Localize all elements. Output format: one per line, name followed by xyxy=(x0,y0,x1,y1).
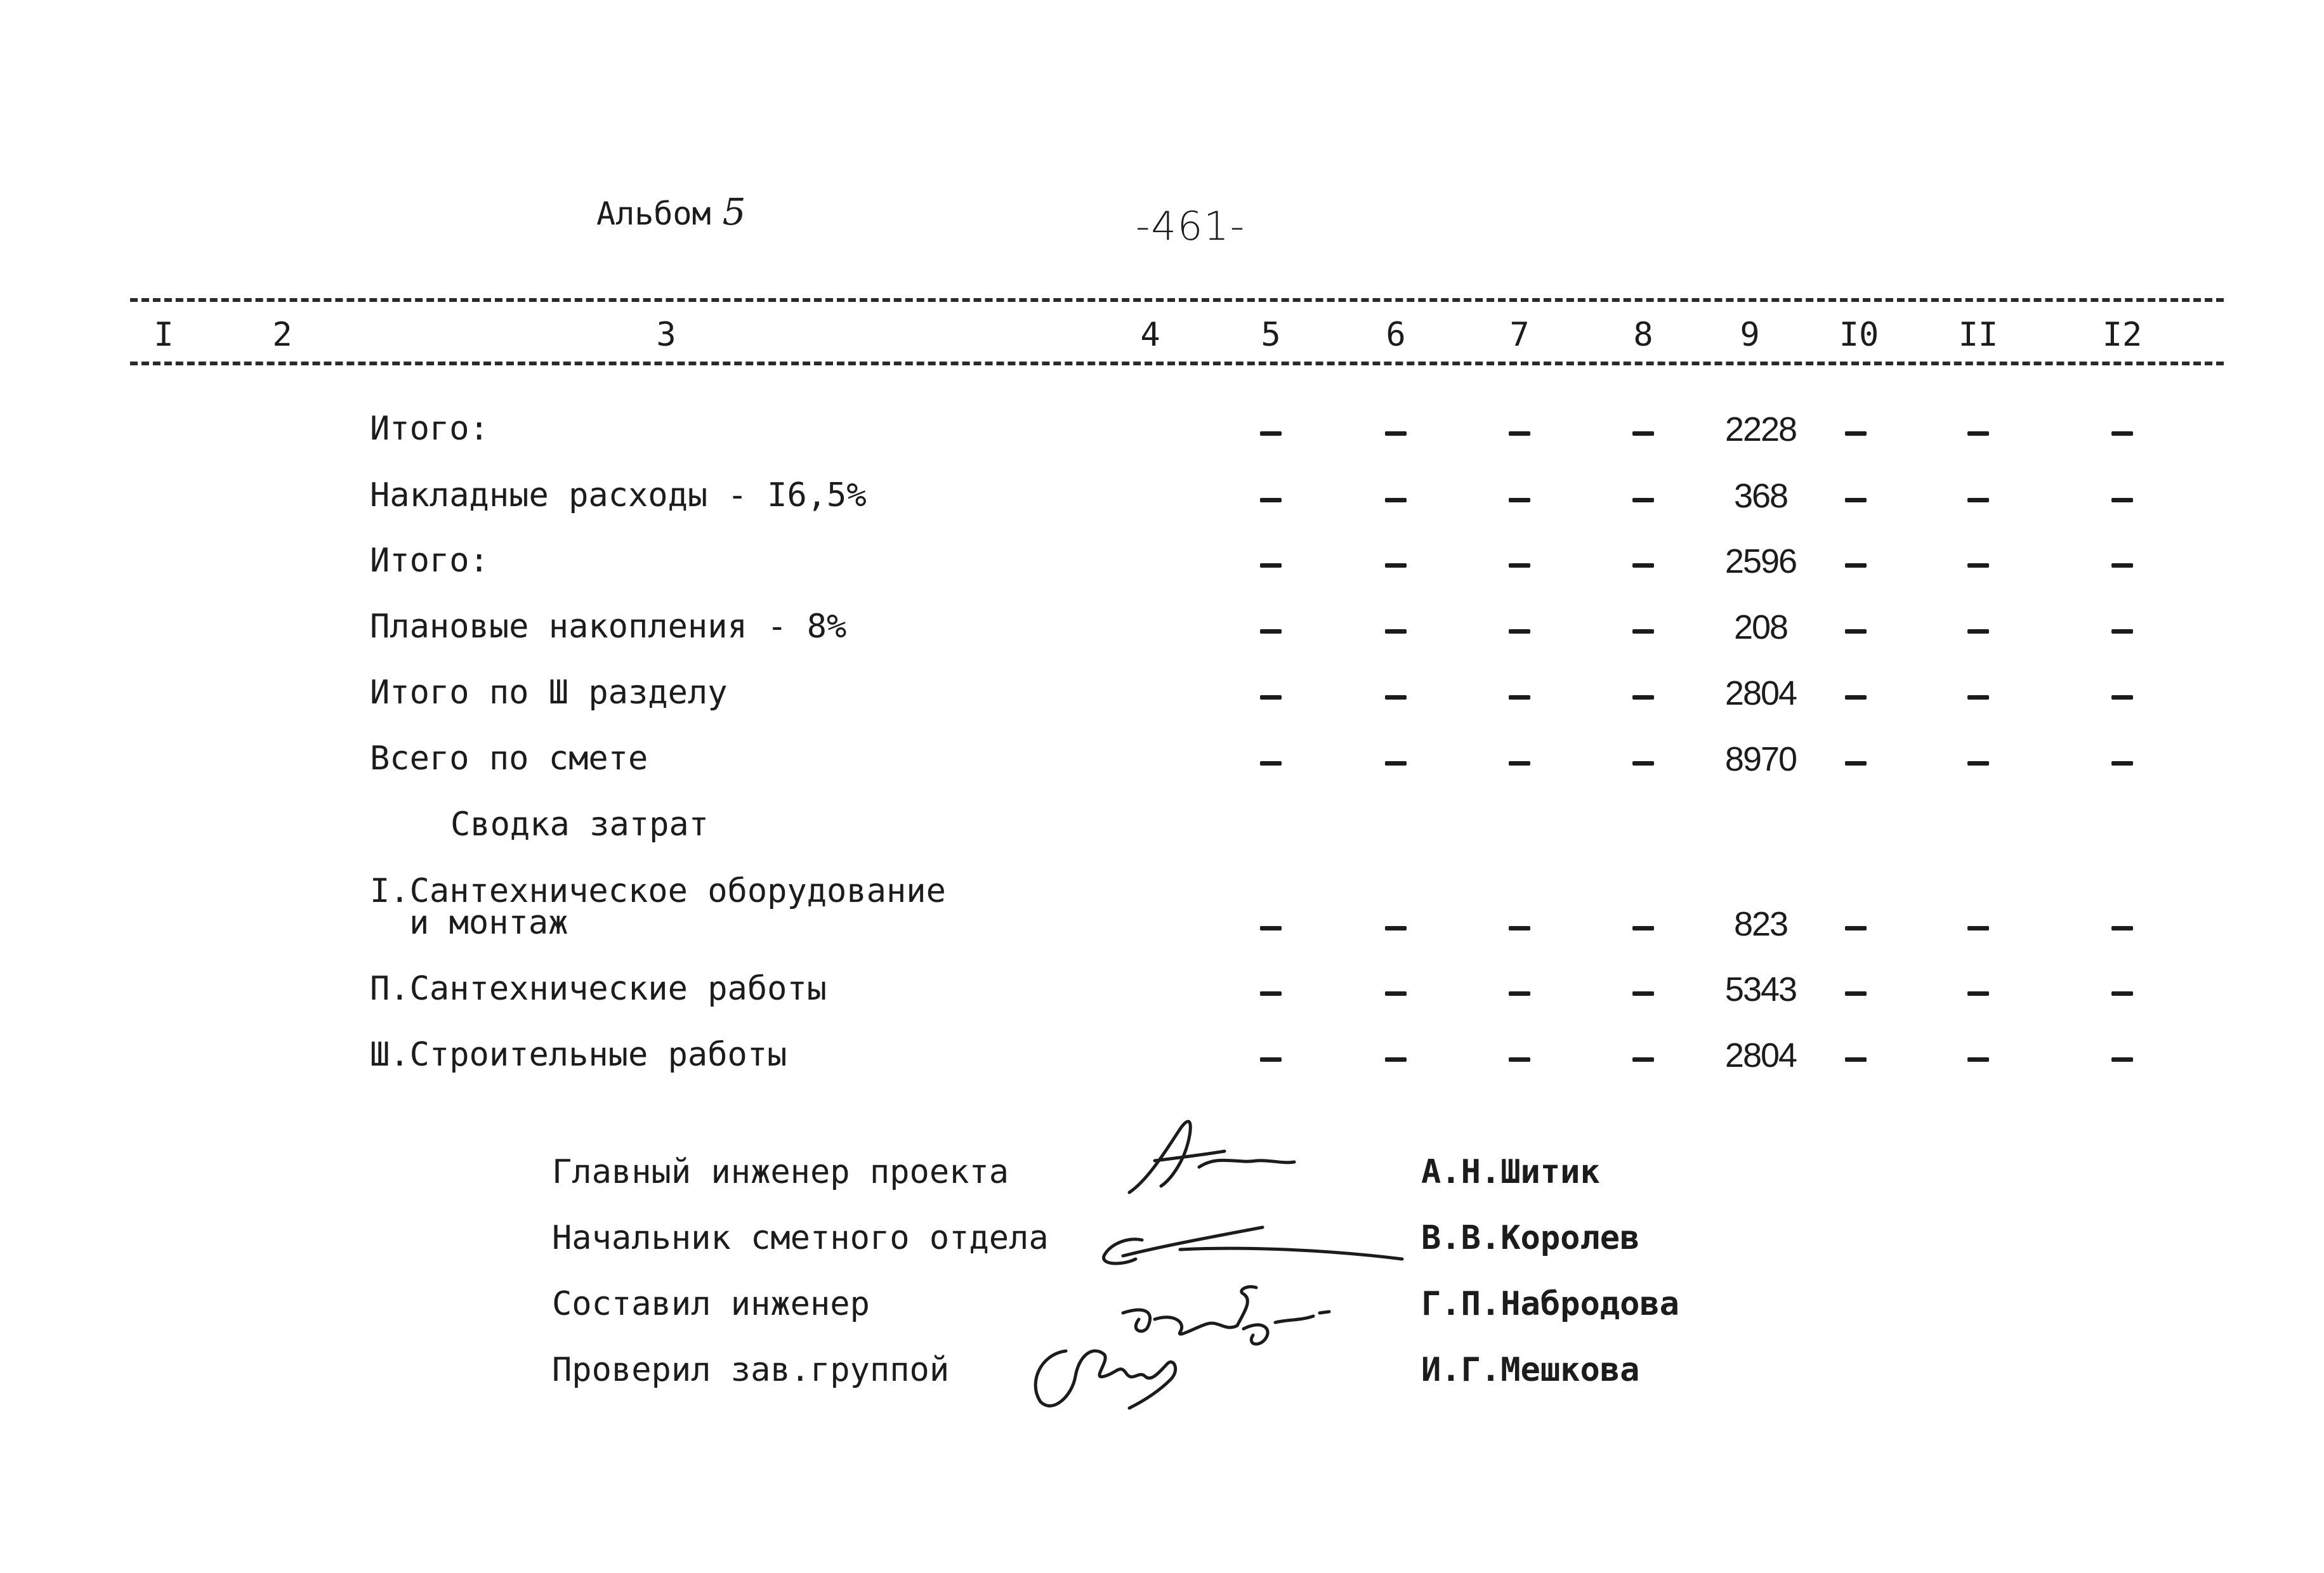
empty-cell-dash xyxy=(1260,926,1282,930)
cost-value: 8970 xyxy=(1724,740,1797,778)
empty-cell-dash xyxy=(1385,991,1407,996)
handwritten-signature xyxy=(1110,1104,1313,1205)
empty-cell-dash xyxy=(2111,1057,2133,1062)
empty-cell-dash xyxy=(1967,629,1989,634)
header-rule-bottom xyxy=(130,362,2224,365)
column-header: 7 xyxy=(1509,316,1530,354)
signatory-name: А.Н.Шитик xyxy=(1421,1153,1600,1191)
empty-cell-dash xyxy=(1845,563,1867,568)
empty-cell-dash xyxy=(1845,498,1867,502)
signatory-title: Составил инженер xyxy=(552,1285,870,1323)
handwritten-signature xyxy=(1085,1211,1415,1281)
empty-cell-dash xyxy=(1509,695,1530,700)
empty-cell-dash xyxy=(2111,431,2133,436)
row-label: Всего по смете xyxy=(370,740,648,778)
empty-cell-dash xyxy=(1260,1057,1282,1062)
empty-cell-dash xyxy=(1967,761,1989,766)
empty-cell-dash xyxy=(1509,431,1530,436)
row-label: Итого по Ш разделу xyxy=(370,674,728,712)
empty-cell-dash xyxy=(1967,991,1989,996)
empty-cell-dash xyxy=(1385,695,1407,700)
empty-cell-dash xyxy=(1967,431,1989,436)
album-label xyxy=(596,190,746,233)
empty-cell-dash xyxy=(1845,926,1867,930)
cost-value: 368 xyxy=(1733,477,1788,515)
column-header: 8 xyxy=(1633,316,1653,354)
empty-cell-dash xyxy=(2111,498,2133,502)
cost-value: 2596 xyxy=(1724,542,1797,580)
empty-cell-dash xyxy=(1385,629,1407,634)
empty-cell-dash xyxy=(1845,629,1867,634)
empty-cell-dash xyxy=(1260,431,1282,436)
empty-cell-dash xyxy=(1845,1057,1867,1062)
column-header: 3 xyxy=(656,316,676,354)
empty-cell-dash xyxy=(2111,563,2133,568)
column-header: 5 xyxy=(1261,316,1281,354)
empty-cell-dash xyxy=(1845,991,1867,996)
empty-cell-dash xyxy=(1385,1057,1407,1062)
row-label: Накладные расходы - I6,5% xyxy=(370,476,867,514)
row-label: Итого: xyxy=(370,542,489,580)
signatory-name: Г.П.Набродова xyxy=(1421,1285,1679,1323)
cost-value: 5343 xyxy=(1724,970,1797,1008)
column-header: I xyxy=(154,316,174,354)
empty-cell-dash xyxy=(1967,1057,1989,1062)
empty-cell-dash xyxy=(1509,926,1530,930)
empty-cell-dash xyxy=(1632,1057,1654,1062)
empty-cell-dash xyxy=(1632,926,1654,930)
empty-cell-dash xyxy=(1509,629,1530,634)
empty-cell-dash xyxy=(1385,498,1407,502)
empty-cell-dash xyxy=(1385,563,1407,568)
signatory-name: В.В.Королев xyxy=(1421,1219,1640,1257)
summary-heading: Сводка затрат xyxy=(450,806,709,844)
empty-cell-dash xyxy=(1845,695,1867,700)
empty-cell-dash xyxy=(1632,498,1654,502)
empty-cell-dash xyxy=(1260,695,1282,700)
empty-cell-dash xyxy=(2111,761,2133,766)
empty-cell-dash xyxy=(1385,431,1407,436)
empty-cell-dash xyxy=(2111,629,2133,634)
column-header: I0 xyxy=(1839,316,1879,354)
empty-cell-dash xyxy=(1632,431,1654,436)
cost-value: 823 xyxy=(1733,905,1788,943)
column-header: 2 xyxy=(272,316,292,354)
empty-cell-dash xyxy=(1967,695,1989,700)
signatory-title: Проверил зав.группой xyxy=(552,1351,950,1389)
empty-cell-dash xyxy=(1509,563,1530,568)
empty-cell-dash xyxy=(1632,563,1654,568)
empty-cell-dash xyxy=(1632,629,1654,634)
empty-cell-dash xyxy=(1385,761,1407,766)
row-label: Плановые накопления - 8% xyxy=(370,608,847,646)
empty-cell-dash xyxy=(1260,991,1282,996)
cost-value: 208 xyxy=(1733,608,1788,646)
row-label: Итого: xyxy=(370,410,489,448)
column-header: 6 xyxy=(1386,316,1406,354)
handwritten-signature xyxy=(1015,1326,1205,1421)
empty-cell-dash xyxy=(1967,498,1989,502)
column-header: 4 xyxy=(1140,316,1160,354)
empty-cell-dash xyxy=(1632,991,1654,996)
empty-cell-dash xyxy=(1845,431,1867,436)
empty-cell-dash xyxy=(1845,761,1867,766)
album-label-text: Альбом xyxy=(596,195,711,232)
empty-cell-dash xyxy=(1260,498,1282,502)
signatory-title: Главный инженер проекта xyxy=(552,1153,1009,1191)
album-number: 5 xyxy=(722,190,746,233)
empty-cell-dash xyxy=(1260,629,1282,634)
page-number: -461- xyxy=(1136,203,1246,249)
cost-value: 2804 xyxy=(1724,1036,1797,1074)
empty-cell-dash xyxy=(1385,926,1407,930)
empty-cell-dash xyxy=(1967,563,1989,568)
signatory-title: Начальник сметного отдела xyxy=(552,1219,1049,1257)
column-header: II xyxy=(1958,316,1999,354)
empty-cell-dash xyxy=(1260,563,1282,568)
empty-cell-dash xyxy=(1509,761,1530,766)
empty-cell-dash xyxy=(2111,926,2133,930)
cost-value: 2228 xyxy=(1724,410,1797,448)
empty-cell-dash xyxy=(1509,991,1530,996)
summary-row-label: Ш.Строительные работы xyxy=(370,1036,787,1074)
summary-row-label: П.Сантехнические работы xyxy=(370,970,827,1008)
empty-cell-dash xyxy=(1509,1057,1530,1062)
header-rule-top xyxy=(130,298,2224,302)
empty-cell-dash xyxy=(1632,695,1654,700)
cost-value: 2804 xyxy=(1724,674,1797,712)
empty-cell-dash xyxy=(1509,498,1530,502)
summary-row-label-cont: и монтаж xyxy=(409,904,568,942)
empty-cell-dash xyxy=(1967,926,1989,930)
empty-cell-dash xyxy=(2111,991,2133,996)
summary-row-label: I.Сантехническое оборудование xyxy=(370,872,946,910)
signatory-name: И.Г.Мешкова xyxy=(1421,1351,1640,1389)
empty-cell-dash xyxy=(1260,761,1282,766)
column-header: I2 xyxy=(2102,316,2143,354)
empty-cell-dash xyxy=(1632,761,1654,766)
empty-cell-dash xyxy=(2111,695,2133,700)
column-header: 9 xyxy=(1740,316,1760,354)
